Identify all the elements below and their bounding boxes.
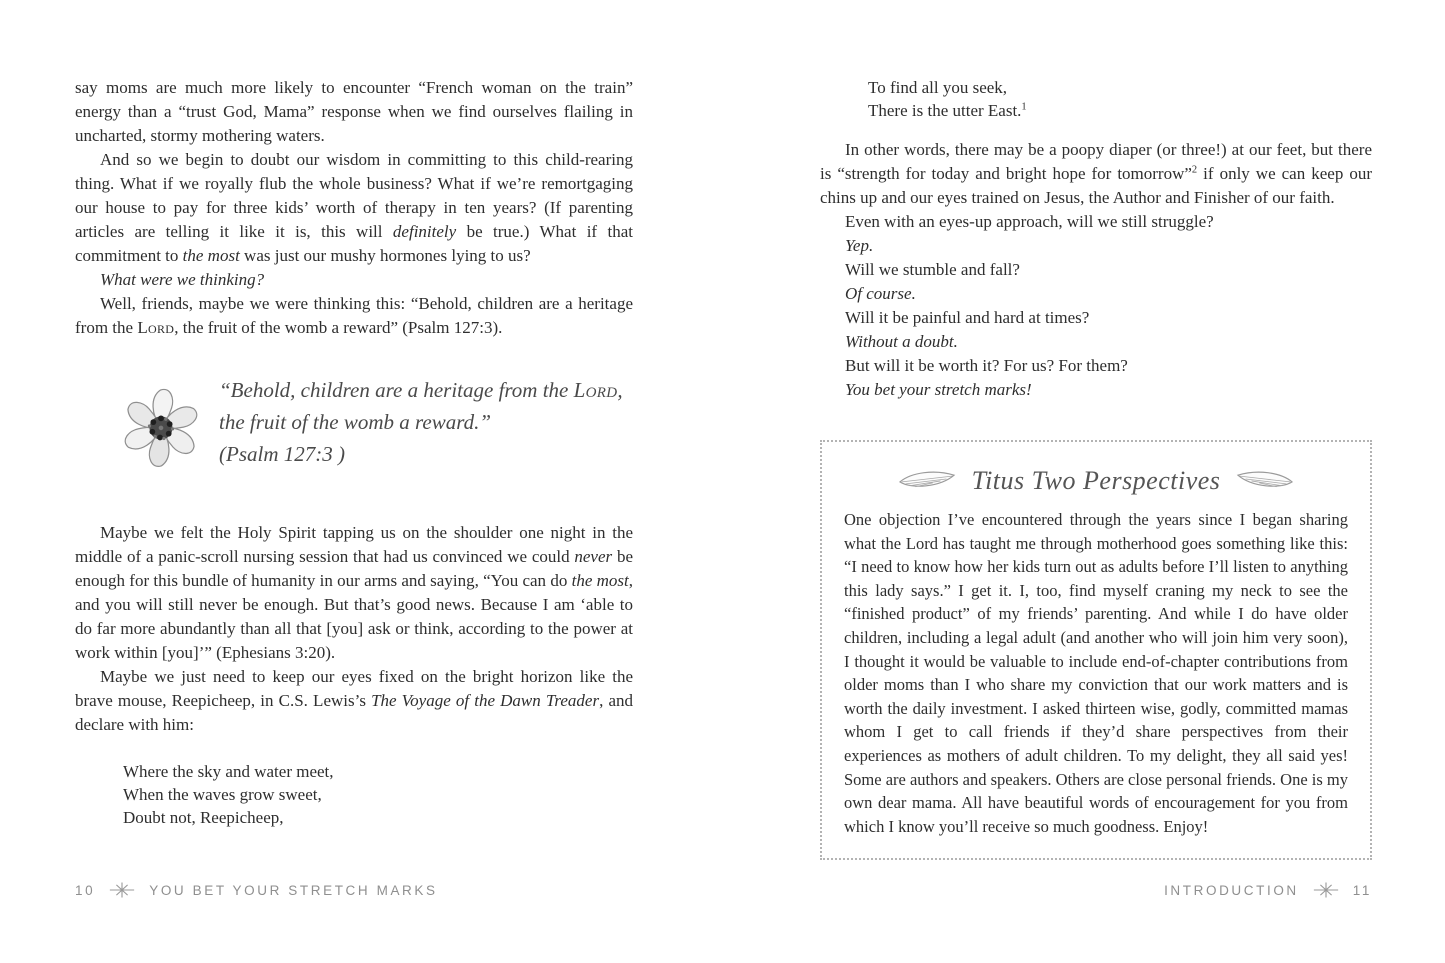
pull-quote xyxy=(113,370,633,481)
leaf-ornament-icon xyxy=(1236,467,1294,496)
left-page-content xyxy=(75,76,633,829)
titus-two-perspectives-box xyxy=(820,440,1372,860)
right-page-footer xyxy=(1164,878,1372,903)
box-title-row xyxy=(844,466,1348,496)
qa-line: But will it be worth it? For us? For them? xyxy=(845,356,1128,375)
verse-line: There is the utter East.$^1$ xyxy=(868,101,1027,120)
paragraph-italic-aside: What were we thinking? xyxy=(100,270,265,289)
flower-icon xyxy=(113,376,209,476)
pull-quote-text xyxy=(219,370,623,470)
pull-quote-line: the fruit of the womb a reward.” xyxy=(219,410,492,434)
paragraph: Well, friends, maybe we were thinking this: “Behold, children are a heritage from the Lord, the fruit of the womb a reward” (Psalm 127:3). xyxy=(75,294,633,337)
anemone-flower-illustration xyxy=(113,376,209,481)
paragraph: In other words, there may be a poopy diaper (or three!) at our feet, but there is “strength for today and bright hope for tomorrow”$^2$ if only we can keep our chins up and our eyes trained on Jesus, the Author and Finisher of our faith. xyxy=(820,140,1372,207)
question-answer-list xyxy=(820,210,1372,402)
left-page-footer xyxy=(75,878,438,903)
verse-line: When the waves grow sweet, xyxy=(123,785,322,804)
qa-line: Even with an eyes-up approach, will we still struggle? xyxy=(845,212,1214,231)
paragraph: say moms are much more likely to encounter “French woman on the train” energy than a “trust God, Mama” response when we find ourselves flailing in uncharted, stormy mothering waters. xyxy=(75,78,633,145)
left-page xyxy=(75,0,633,963)
poem-verse xyxy=(123,760,633,829)
pull-quote-citation: (Psalm 127:3 ) xyxy=(219,442,345,466)
verse-line: Where the sky and water meet, xyxy=(123,762,334,781)
running-title: INTRODUCTION xyxy=(1164,883,1299,898)
right-page-content xyxy=(820,76,1372,860)
page-number: 11 xyxy=(1352,883,1372,898)
qa-line: Of course. xyxy=(845,284,916,303)
verse-line: Doubt not, Reepicheep, xyxy=(123,808,284,827)
box-body-text: One objection I’ve encountered through the years since I began sharing what the Lord has taught me through motherhood goes something like this: “I need to know how her kids turn out as adults before I’ll listen to anything this lady says.” I get it. I, too, find myself craning my neck to see the “finished product” of my friends’ parenting. And while I do have older children, including a legal adult (and another who will join him very soon), I thought it would be valuable to include end-of-chapter contributions from older moms than I who share my conviction that our work matters and is worth the daily investment. I asked thirteen wise, godly, committed mamas whom I get to call friends if they’d share perspectives from their experiences as mothers of adult children. To my delight, they all said yes! Some are authors and speakers. Others are close personal friends. One is my own dear mama. All have beautiful words of encouragement for you from which I know you’ll receive so much goodness. Enjoy! xyxy=(844,510,1349,836)
sparkle-star-icon xyxy=(108,879,136,904)
qa-line: Yep. xyxy=(845,236,874,255)
page-number: 10 xyxy=(75,883,96,898)
qa-line: You bet your stretch marks! xyxy=(845,380,1032,399)
qa-line: Will we stumble and fall? xyxy=(845,260,1020,279)
leaf-ornament-icon xyxy=(898,467,956,496)
running-title: YOU BET YOUR STRETCH MARKS xyxy=(149,883,438,898)
poem-verse-continued xyxy=(868,76,1372,122)
right-page xyxy=(820,0,1372,963)
sparkle-star-icon xyxy=(1312,879,1340,904)
paragraph: Maybe we just need to keep our eyes fixed on the bright horizon like the brave mouse, Reepicheep, in C.S. Lewis’s The Voyage of the Dawn Treader, and declare with him: xyxy=(75,667,634,734)
box-title: Titus Two Perspectives xyxy=(971,466,1221,495)
qa-line: Without a doubt. xyxy=(845,332,958,351)
paragraph: And so we begin to doubt our wisdom in committing to this child-rearing thing. What if we royally flub the whole business? What if we’re remortgaging our house to pay for three kids’ worth of therapy in ten years? (If parenting articles are telling it like it is, this will definitely be true.) What if that commitment to the most was just our mushy hormones lying to us? xyxy=(75,150,633,265)
paragraph: Maybe we felt the Holy Spirit tapping us on the shoulder one night in the middle of a panic-scroll nursing session that had us convinced we could never be enough for this bundle of humanity in our arms and saying, “You can do the most, and you will still never be enough. But that’s good news. Because I am ‘able to do far more abundantly than all that [you] ask or think, according to the power at work within [you]’” (Ephesians 3:20). xyxy=(75,523,633,662)
verse-line: To find all you seek, xyxy=(868,78,1008,97)
qa-line: Will it be painful and hard at times? xyxy=(845,308,1090,327)
pull-quote-line: “Behold, children are a heritage from the Lord, xyxy=(219,378,623,402)
